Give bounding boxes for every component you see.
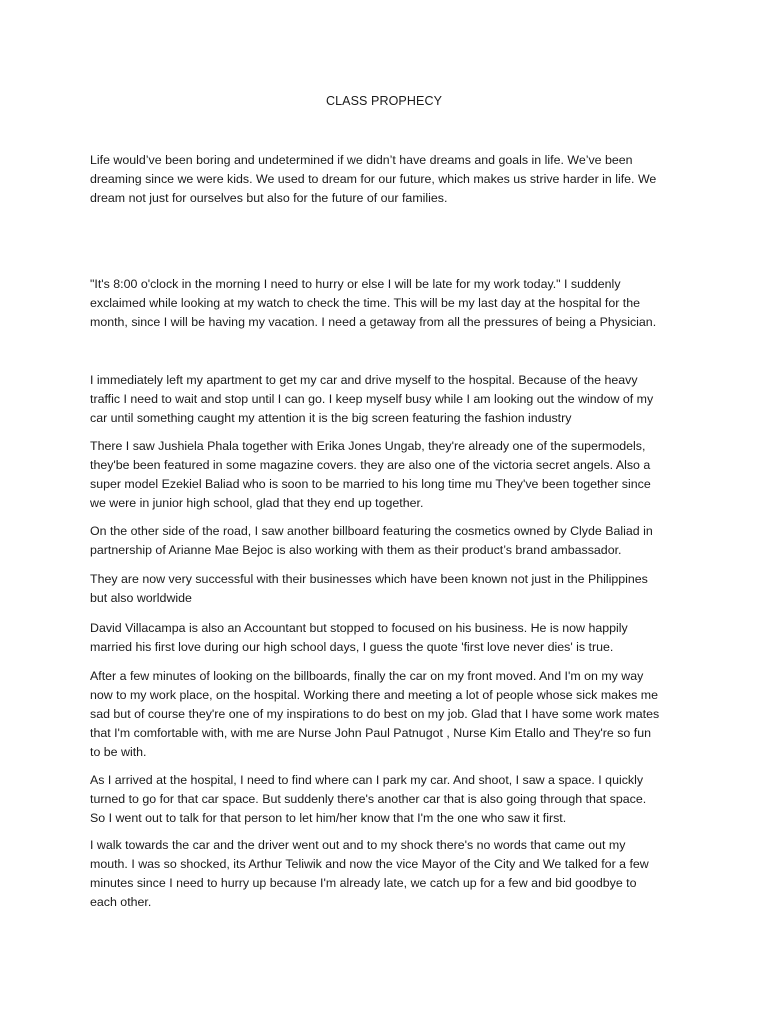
paragraph-businesses [90,570,690,608]
text-line: dreaming since we were kids. We used to dream for our future, which makes us strive harder in life. We [90,172,657,186]
text-line: They are now very successful with their businesses which have been known not just in the Philippines [90,572,648,586]
paragraph-driver [90,836,690,912]
text-line: we were in junior high school, glad that they end up together. [90,496,424,510]
text-line: sad but of course they're one of my inspirations to do best on my job. Glad that I have some work mates [90,707,660,721]
text-line: David Villacampa is also an Accountant but stopped to focused on his business. He is now happily [90,621,628,635]
text-line: mouth. I was so shocked, its Arthur Teliwik and now the vice Mayor of the City and We talked for a few [90,857,649,871]
paragraph-billboard [90,522,690,560]
text-line: they'be been featured in some magazine covers. they are also one of the victoria secret angels. Also a [90,458,651,472]
text-line: turned to go for that car space. But suddenly there's another car that is also going through that space. [90,792,647,806]
text-line: So I went out to talk for that person to let him/her know that I'm the one who saw it first. [90,811,567,825]
text-line: After a few minutes of looking on the billboards, finally the car on my front moved. And I'm on my way [90,669,644,683]
text-line: On the other side of the road, I saw another billboard featuring the cosmetics owned by Clyde Baliad in [90,524,653,538]
text-line: month, since I will be having my vacation. I need a getaway from all the pressures of being a Physician. [90,315,657,329]
text-line: I walk towards the car and the driver went out and to my shock there's no words that came out my [90,838,626,852]
paragraph-supermodels [90,437,690,513]
text-line: to be with. [90,745,147,759]
text-line: car until something caught my attention it is the big screen featuring the fashion industry [90,411,572,425]
text-line: partnership of Arianne Mae Bejoc is also working with them as their product’s brand ambassador. [90,543,622,557]
text-line: but also worldwide [90,591,192,605]
text-line: now to my work place, on the hospital. Working there and meeting a lot of people whose sick makes me [90,688,658,702]
text-line: minutes since I need to hurry up because I'm already late, we catch up for a few and bid goodbye to [90,876,637,890]
paragraph-intro [90,151,690,208]
text-line: that I'm comfortable with, with me are Nurse John Paul Patnugot , Nurse Kim Etallo and They're so fun [90,726,651,740]
text-line: dream not just for ourselves but also for the future of our families. [90,191,448,205]
document-title: CLASS PROPHECY [325,94,443,108]
text-line: There I saw Jushiela Phala together with Erika Jones Ungab, they're already one of the supermodels, [90,439,646,453]
paragraph-workplace [90,667,690,762]
text-line: traffic I need to wait and stop until I can go. I keep myself busy while I am looking out the window of my [90,392,654,406]
paragraph-accountant [90,619,690,657]
text-line: super model Ezekiel Baliad who is soon to be married to his long time mu They've been together since [90,477,651,491]
paragraph-traffic [90,371,690,428]
text-line: exclaimed while looking at my watch to check the time. This will be my last day at the hospital for the [90,296,641,310]
text-line: married his first love during our high school days, I guess the quote 'first love never dies' is true. [90,640,614,654]
text-line: each other. [90,895,152,909]
text-line: I immediately left my apartment to get my car and drive myself to the hospital. Because of the heavy [90,373,638,387]
paragraph-morning [90,275,690,332]
text-line: "It's 8:00 o'clock in the morning I need to hurry or else I will be late for my work today." I suddenly [90,277,621,291]
paragraph-parking [90,771,690,828]
text-line: Life would’ve been boring and undetermined if we didn’t have dreams and goals in life. We’ve been [90,153,633,167]
text-line: As I arrived at the hospital, I need to find where can I park my car. And shoot, I saw a space. I quickly [90,773,644,787]
